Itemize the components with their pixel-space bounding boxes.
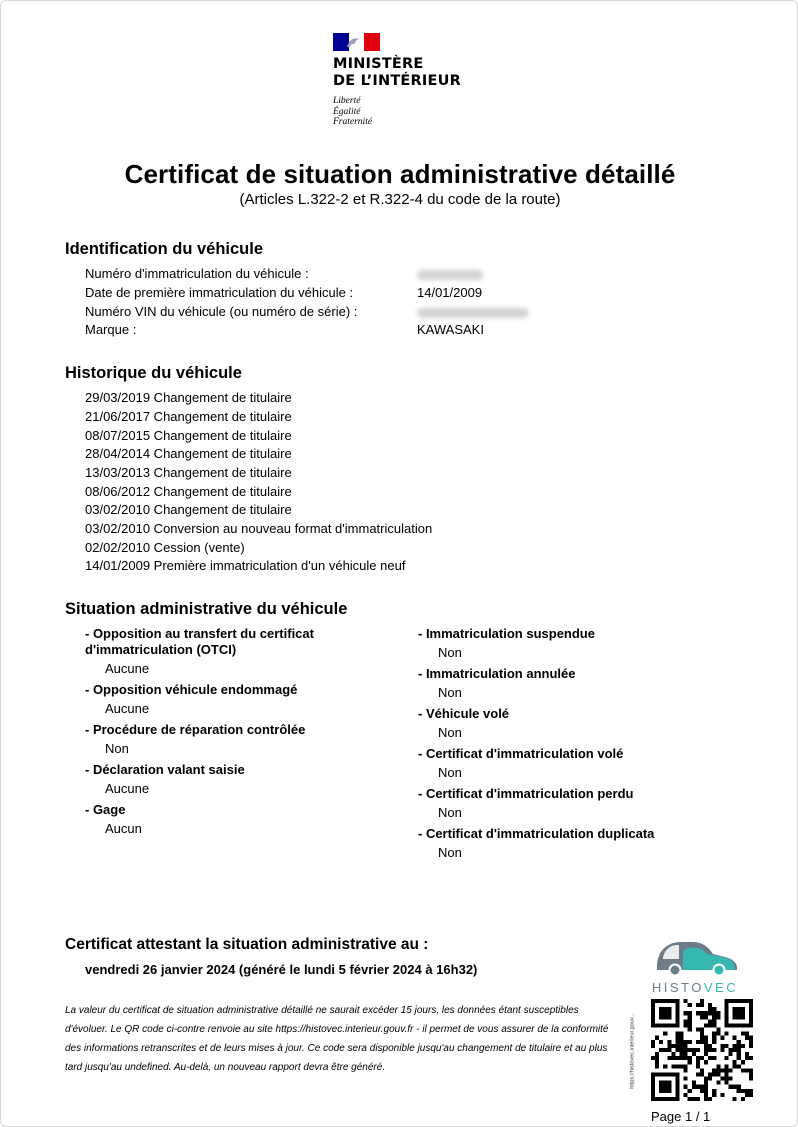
histovec-brand: [649, 980, 741, 995]
history-event: 21/06/2017 Changement de titulaire: [85, 409, 292, 424]
situation-label-repair: - Procédure de réparation contrôlée: [85, 722, 306, 737]
situation-label-duplicate: - Certificat d'immatriculation duplicata: [418, 826, 655, 841]
situation-label-stolen-certificate: - Certificat d'immatriculation volé: [418, 746, 624, 761]
motto-egalite: Égalité: [333, 106, 361, 117]
situation-value-damaged: Aucune: [105, 701, 150, 716]
history-event: 03/02/2010 Conversion au nouveau format d'immatriculation: [85, 521, 433, 536]
situation-label-seizure: - Déclaration valant saisie: [85, 762, 245, 777]
histovec-brand-part1: HISTO: [651, 980, 704, 995]
field-label-first-registration: Date de première immatriculation du véhicule :: [85, 285, 354, 300]
situation-heading: Situation administrative du véhicule: [65, 600, 348, 618]
attestation-date: vendredi 26 janvier 2024 (généré le lundi 5 février 2024 à 16h32): [85, 962, 478, 977]
histovec-brand-part2: VEC: [703, 980, 739, 995]
situation-value-suspended: Non: [438, 645, 462, 660]
history-event: 29/03/2019 Changement de titulaire: [85, 390, 292, 405]
situation-value-stolen-vehicle: Non: [438, 725, 462, 740]
histovec-logo: [649, 937, 741, 995]
situation-label-pledge: - Gage: [85, 802, 126, 817]
motto-liberte: Liberté: [333, 96, 361, 106]
situation-value-seizure: Aucune: [105, 781, 150, 796]
page-number: Page 1 / 1: [651, 1109, 711, 1124]
history-event: 14/01/2009 Première immatriculation d'un véhicule neuf: [85, 558, 406, 573]
situation-value-repair: Non: [105, 741, 129, 756]
document-subtitle: (Articles L.322-2 et R.322-4 du code de la route): [239, 191, 561, 208]
situation-value-cancelled: Non: [438, 685, 462, 700]
situation-value-lost-certificate: Non: [438, 805, 462, 820]
situation-label-lost-certificate: - Certificat d'immatriculation perdu: [418, 786, 634, 801]
history-event: 13/03/2013 Changement de titulaire: [85, 465, 292, 480]
document-title: Certificat de situation administrative détaillé: [124, 159, 676, 189]
history-event: 28/04/2014 Changement de titulaire: [85, 446, 292, 461]
field-value-brand: KAWASAKI: [417, 322, 484, 337]
field-label-registration: Numéro d'immatriculation du véhicule :: [85, 266, 309, 281]
disclaimer-text: La valeur du certificat de situation administrative détaillé ne saurait excéder 15 jours, les données étant susceptibles d'évoluer. Le QR code ci-contre renvoie au site https://histovec.interieur.gouv.fr - il permet de vous assurer de la conformité des informations retranscrites et de leurs mises à jour. Ce code sera disponible jusqu'au changement de titulaire et au plus tard jusqu'au undefined. Au-delà, un nouveau rapport devra être généré.: [65, 1005, 609, 1073]
histovec-car-icon: [649, 937, 741, 977]
situation-value-stolen-certificate: Non: [438, 765, 462, 780]
ministry-name-line2: DE L’INTÉRIEUR: [333, 73, 461, 89]
situation-label-otci: - Opposition au transfert du certificat d'immatriculation (OTCI): [85, 626, 314, 657]
history-event: 02/02/2010 Cession (vente): [85, 540, 245, 555]
ministry-name-line1: MINISTÈRE: [333, 56, 424, 72]
field-value-vin: [417, 304, 529, 319]
history-event: 08/06/2012 Changement de titulaire: [85, 484, 292, 499]
situation-label-cancelled: - Immatriculation annulée: [418, 666, 576, 681]
situation-label-damaged: - Opposition véhicule endommagé: [85, 682, 298, 697]
field-label-brand: Marque :: [85, 322, 137, 337]
motto-fraternite: Fraternité: [333, 117, 373, 127]
republic-motto: [333, 96, 483, 128]
attestation-heading: Certificat attestant la situation administrative au :: [65, 936, 429, 953]
history-event: 08/07/2015 Changement de titulaire: [85, 428, 292, 443]
situation-value-otci: Aucune: [105, 661, 150, 676]
history-event: 03/02/2010 Changement de titulaire: [85, 502, 292, 517]
history-heading: Historique du véhicule: [65, 364, 242, 382]
ministry-logo: [333, 33, 483, 128]
field-label-vin: Numéro VIN du véhicule (ou numéro de série) :: [85, 304, 358, 319]
field-value-registration: [417, 266, 483, 281]
qr-side-url: [629, 1006, 645, 1102]
situation-value-duplicate: Non: [438, 845, 462, 860]
marianne-flag-icon: [333, 33, 380, 51]
situation-label-stolen-vehicle: - Véhicule volé: [418, 706, 510, 721]
qr-side-text: https://histovec.interieur.gouv...: [629, 1013, 636, 1089]
situation-value-pledge: Aucun: [105, 821, 142, 836]
field-value-first-registration: 14/01/2009: [417, 285, 483, 300]
identification-heading: Identification du véhicule: [65, 240, 264, 258]
situation-label-suspended: - Immatriculation suspendue: [418, 626, 595, 641]
qr-code-icon[interactable]: [651, 999, 753, 1101]
